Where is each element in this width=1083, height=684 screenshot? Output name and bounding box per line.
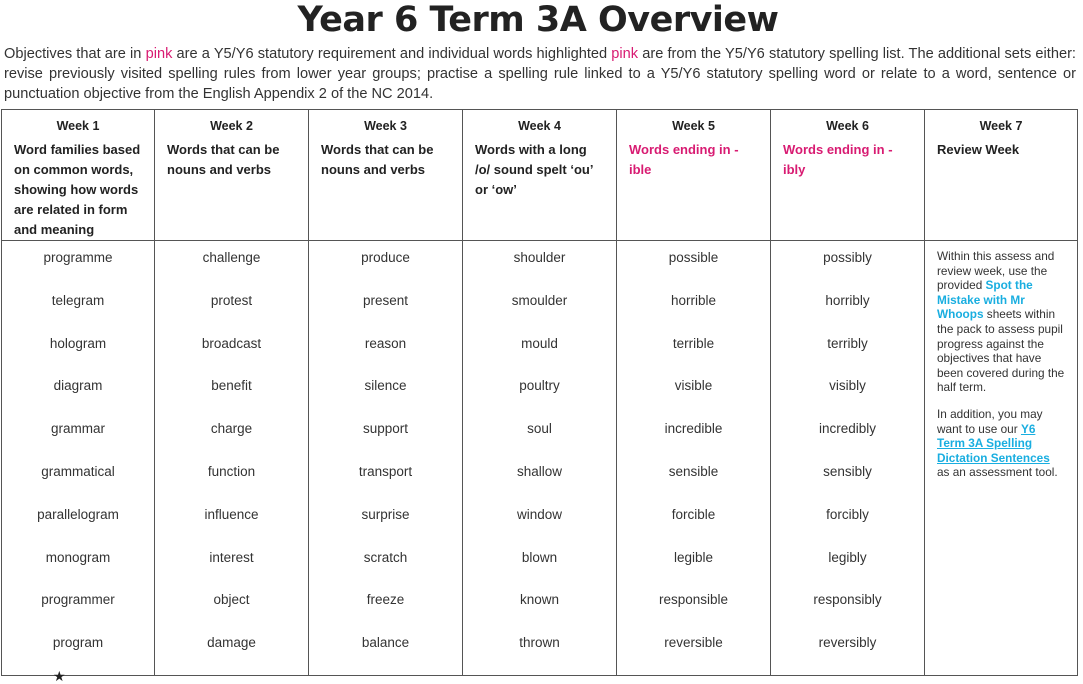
spelling-word: window — [516, 506, 563, 522]
review-paragraph-1 — [937, 249, 1065, 395]
spelling-word: charge — [210, 421, 253, 437]
week-heading: Review Week — [937, 142, 1020, 157]
spelling-word: incredibly — [818, 421, 877, 437]
spelling-word: responsibly — [813, 592, 882, 608]
spelling-word: balance — [361, 635, 410, 651]
spelling-word: sensible — [668, 463, 719, 479]
spelling-word: benefit — [211, 378, 252, 394]
week-label: Week 7 — [979, 119, 1023, 133]
week-4-header — [463, 110, 617, 241]
review-text: sheets within the pack to assess pupil progress against the objectives that have been covered during the half term. — [937, 307, 1065, 395]
spelling-word: monogram — [45, 549, 111, 565]
spelling-word: grammatical — [41, 463, 115, 479]
week-label: Week 2 — [210, 119, 253, 133]
week-heading: Words ending in -ible — [629, 142, 739, 177]
spelling-word: reversibly — [818, 635, 877, 651]
week-heading: Words with a long /o/ sound spelt ‘ou’ or ‘ow’ — [475, 142, 593, 197]
spelling-word: surprise — [361, 506, 410, 522]
spelling-word: diagram — [53, 378, 103, 394]
week-2-words — [155, 241, 309, 676]
spelling-word: freeze — [366, 592, 405, 608]
intro-text-2: are a Y5/Y6 statutory requirement and individual words highlighted — [172, 46, 612, 62]
spelling-word: reason — [364, 335, 407, 351]
spelling-word: terrible — [672, 335, 715, 351]
spelling-word: smoulder — [511, 292, 568, 308]
spelling-word: hologram — [49, 335, 107, 351]
spelling-word: produce — [361, 250, 410, 265]
spelling-word: sensibly — [823, 463, 872, 479]
spelling-word: visibly — [829, 378, 866, 394]
spelling-word: scratch — [363, 549, 408, 565]
spelling-word: poultry — [519, 378, 560, 394]
spelling-word: broadcast — [201, 335, 262, 351]
review-text: as an assessment tool. — [937, 465, 1058, 480]
spelling-word: shoulder — [513, 250, 566, 265]
spelling-word: legibly — [828, 549, 867, 565]
week-heading: Words that can be nouns and verbs — [167, 142, 280, 177]
spelling-word: programmer — [41, 592, 115, 608]
intro-pink-1: pink — [145, 46, 173, 62]
week-3-header — [309, 110, 463, 241]
spelling-word: object — [213, 592, 250, 608]
week-6-words — [771, 241, 925, 676]
spelling-word: support — [362, 421, 409, 437]
week-1-header — [2, 110, 155, 241]
intro-paragraph — [4, 44, 1076, 104]
spelling-word: forcibly — [826, 506, 869, 522]
week-5-words — [617, 241, 771, 676]
spelling-word: terribly — [827, 335, 868, 351]
spelling-word: responsible — [658, 592, 729, 608]
week-5-header — [617, 110, 771, 241]
spelling-word: damage — [207, 635, 256, 651]
words-row — [2, 241, 1078, 676]
header-row — [2, 110, 1078, 241]
spelling-word: challenge — [202, 250, 261, 265]
spelling-word: soul — [527, 421, 552, 437]
spelling-word: horribly — [825, 292, 870, 308]
spelling-word: shallow — [516, 463, 563, 479]
review-week-notes — [925, 241, 1078, 676]
week-label: Week 4 — [518, 119, 561, 133]
spelling-word: transport — [358, 463, 413, 479]
overview-table — [1, 109, 1078, 676]
spelling-word: visible — [674, 378, 713, 394]
spelling-word: interest — [209, 549, 254, 565]
week-6-header — [771, 110, 925, 241]
star-icon: ★ — [53, 668, 66, 684]
spelling-word: program — [52, 635, 104, 651]
spelling-word: telegram — [51, 292, 105, 308]
spelling-word: function — [207, 463, 256, 479]
week-heading: Word families based on common words, showing how words are related in form and meaning — [14, 142, 141, 237]
week-label: Week 5 — [672, 119, 715, 133]
week-label: Week 6 — [826, 119, 869, 133]
week-1-words — [2, 241, 155, 676]
spot-the-mistake-link[interactable]: Spot the Mistake with Mr Whoops — [937, 278, 1033, 322]
intro-pink-2: pink — [611, 46, 639, 62]
week-3-words — [309, 241, 463, 676]
review-text: In addition, you may want to use our — [937, 406, 1043, 436]
spelling-word: grammar — [50, 421, 105, 437]
intro-text-1: Objectives that are in — [4, 46, 146, 62]
week-heading: Words that can be nouns and verbs — [321, 142, 434, 177]
spelling-word: present — [362, 292, 409, 308]
review-paragraph-2 — [937, 407, 1065, 480]
spelling-word: legible — [673, 549, 714, 565]
review-text: Within this assess and review week, use the provided — [937, 249, 1055, 293]
spelling-word: protest — [210, 292, 253, 308]
spelling-word: known — [519, 592, 560, 608]
week-label: Week 3 — [364, 119, 407, 133]
spelling-word: forcible — [671, 506, 716, 522]
week-7-header — [925, 110, 1078, 241]
spelling-word: parallelogram — [37, 506, 119, 522]
spelling-word: influence — [204, 506, 259, 522]
spelling-word: possible — [668, 250, 719, 265]
spelling-word: thrown — [519, 635, 560, 651]
page-title: Year 6 Term 3A Overview — [297, 0, 779, 40]
spelling-word: blown — [521, 549, 558, 565]
spelling-word: reversible — [664, 635, 723, 651]
week-2-header — [155, 110, 309, 241]
week-label: Week 1 — [56, 119, 100, 133]
week-4-words — [463, 241, 617, 676]
spelling-word: programme — [43, 250, 113, 265]
spelling-word: mould — [521, 335, 558, 351]
spelling-word: possibly — [823, 250, 872, 265]
spelling-word: horrible — [670, 292, 717, 308]
intro-text-3: are from the Y5/Y6 statutory spelling list. The additional sets either: revise previously visited spelling rules from lower year groups; practise a spelling rule linked to a Y5/Y6 statutory spelling word or relate to a word, sentence or punctuation objective from the English Appendix 2 of the NC 2014. — [4, 46, 1076, 102]
spelling-word: incredible — [664, 421, 723, 437]
spelling-word: silence — [364, 378, 407, 394]
dictation-sentences-link[interactable]: Y6 Term 3A Spelling Dictation Sentences — [937, 421, 1050, 465]
week-heading: Words ending in -ibly — [783, 142, 893, 177]
